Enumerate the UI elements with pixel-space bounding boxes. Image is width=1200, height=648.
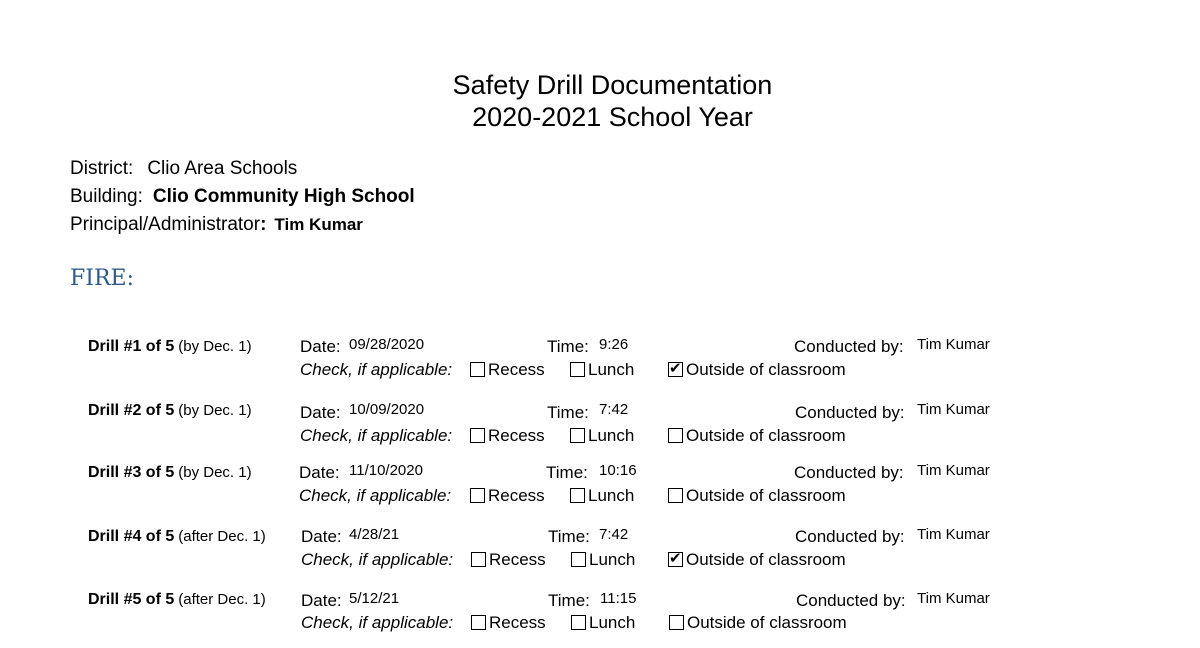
check-label: Check, if applicable: xyxy=(300,360,453,379)
section-title-fire: FIRE: xyxy=(70,266,134,291)
date-value[interactable]: 5/12/21 xyxy=(349,590,400,607)
drill-title: Drill #2 of 5 (by Dec. 1) xyxy=(88,402,252,419)
outside-classroom-checkbox[interactable]: ✔ Outside of classroom xyxy=(669,550,846,569)
date-label: Date: xyxy=(301,527,342,546)
conducted-by-label: Conducted by: xyxy=(795,527,905,546)
conducted-by-value[interactable]: Tim Kumar xyxy=(917,590,990,607)
lunch-checkbox[interactable]: Lunch xyxy=(571,550,635,570)
time-value[interactable]: 11:15 xyxy=(600,590,637,607)
conducted-by-label: Conducted by: xyxy=(794,337,904,356)
checkbox-box[interactable] xyxy=(668,552,683,567)
lunch-checkbox[interactable]: Lunch xyxy=(570,426,634,446)
check-label: Check, if applicable: xyxy=(300,426,453,445)
date-label: Date: xyxy=(300,403,341,422)
checkbox-box[interactable] xyxy=(470,488,485,503)
checkbox-box[interactable] xyxy=(470,428,485,443)
checkbox-box[interactable] xyxy=(570,428,585,443)
time-value[interactable]: 7:42 xyxy=(599,401,629,418)
conducted-by-value[interactable]: Tim Kumar xyxy=(917,401,990,418)
outside-classroom-checkbox[interactable]: ✔ Outside of classroom xyxy=(669,360,846,379)
check-label: Check, if applicable: xyxy=(299,486,452,505)
check-mark-icon: ✔ xyxy=(669,360,682,377)
recess-checkbox[interactable]: Recess xyxy=(471,613,546,633)
date-value[interactable]: 11/10/2020 xyxy=(349,462,423,479)
checkbox-box[interactable] xyxy=(668,362,683,377)
check-label: Check, if applicable: xyxy=(301,613,454,632)
lunch-checkbox[interactable]: Lunch xyxy=(570,486,634,506)
conducted-by-label: Conducted by: xyxy=(795,403,905,422)
principal-row xyxy=(70,213,363,237)
building-value: Clio Community High School xyxy=(152,186,415,207)
recess-checkbox[interactable]: Recess xyxy=(471,550,546,570)
document-title: Safety Drill Documentation xyxy=(452,70,773,100)
date-label: Date: xyxy=(299,463,340,482)
time-label: Time: xyxy=(546,463,588,482)
drill-row xyxy=(0,588,1200,648)
drill-title: Drill #1 of 5 (by Dec. 1) xyxy=(88,338,252,355)
check-mark-icon: ✔ xyxy=(669,550,682,567)
recess-checkbox[interactable]: Recess xyxy=(470,426,545,446)
outside-classroom-checkbox[interactable]: Outside of classroom xyxy=(668,426,846,446)
checkbox-box[interactable] xyxy=(471,552,486,567)
principal-value: Tim Kumar xyxy=(274,215,363,234)
district-row xyxy=(70,157,297,181)
principal-label: Principal/Administrator xyxy=(70,214,261,235)
checkbox-box[interactable] xyxy=(668,488,683,503)
principal-colon: : xyxy=(260,214,267,235)
checkbox-box[interactable] xyxy=(669,615,684,630)
checkbox-box[interactable] xyxy=(571,552,586,567)
checkbox-box[interactable] xyxy=(571,615,586,630)
checkbox-box[interactable] xyxy=(471,615,486,630)
document-subtitle: 2020-2021 School Year xyxy=(472,102,753,132)
time-value[interactable]: 10:16 xyxy=(599,462,637,479)
date-label: Date: xyxy=(301,591,342,610)
time-value[interactable]: 9:26 xyxy=(599,336,629,353)
conducted-by-label: Conducted by: xyxy=(796,591,906,610)
time-label: Time: xyxy=(547,337,589,356)
drill-title: Drill #5 of 5 (after Dec. 1) xyxy=(88,591,266,608)
outside-classroom-checkbox[interactable]: Outside of classroom xyxy=(669,613,847,633)
building-label: Building: xyxy=(70,186,143,207)
district-value: Clio Area Schools xyxy=(147,158,298,179)
drill-title: Drill #4 of 5 (after Dec. 1) xyxy=(88,528,266,545)
time-label: Time: xyxy=(548,591,590,610)
conducted-by-label: Conducted by: xyxy=(794,463,904,482)
conducted-by-value[interactable]: Tim Kumar xyxy=(917,462,990,479)
checkbox-box[interactable] xyxy=(570,362,585,377)
drill-title: Drill #3 of 5 (by Dec. 1) xyxy=(88,464,252,481)
date-value[interactable]: 09/28/2020 xyxy=(349,336,425,353)
drill-row xyxy=(0,524,1200,584)
outside-classroom-checkbox[interactable]: Outside of classroom xyxy=(668,486,846,506)
time-label: Time: xyxy=(547,403,589,422)
lunch-checkbox[interactable]: Lunch xyxy=(571,613,635,633)
checkbox-box[interactable] xyxy=(668,428,683,443)
building-row xyxy=(70,185,415,209)
drill-row xyxy=(0,460,1200,520)
lunch-checkbox[interactable]: Lunch xyxy=(570,360,634,380)
recess-checkbox[interactable]: Recess xyxy=(470,360,545,380)
time-value[interactable]: 7:42 xyxy=(599,526,629,543)
checkbox-box[interactable] xyxy=(570,488,585,503)
drill-row xyxy=(0,400,1200,460)
district-label: District: xyxy=(70,158,134,179)
date-value[interactable]: 4/28/21 xyxy=(349,526,400,543)
conducted-by-value[interactable]: Tim Kumar xyxy=(917,526,990,543)
date-value[interactable]: 10/09/2020 xyxy=(349,401,425,418)
checkbox-box[interactable] xyxy=(470,362,485,377)
drill-row xyxy=(0,334,1200,394)
conducted-by-value[interactable]: Tim Kumar xyxy=(917,336,990,353)
check-label: Check, if applicable: xyxy=(301,550,454,569)
time-label: Time: xyxy=(548,527,590,546)
date-label: Date: xyxy=(300,337,341,356)
recess-checkbox[interactable]: Recess xyxy=(470,486,545,506)
